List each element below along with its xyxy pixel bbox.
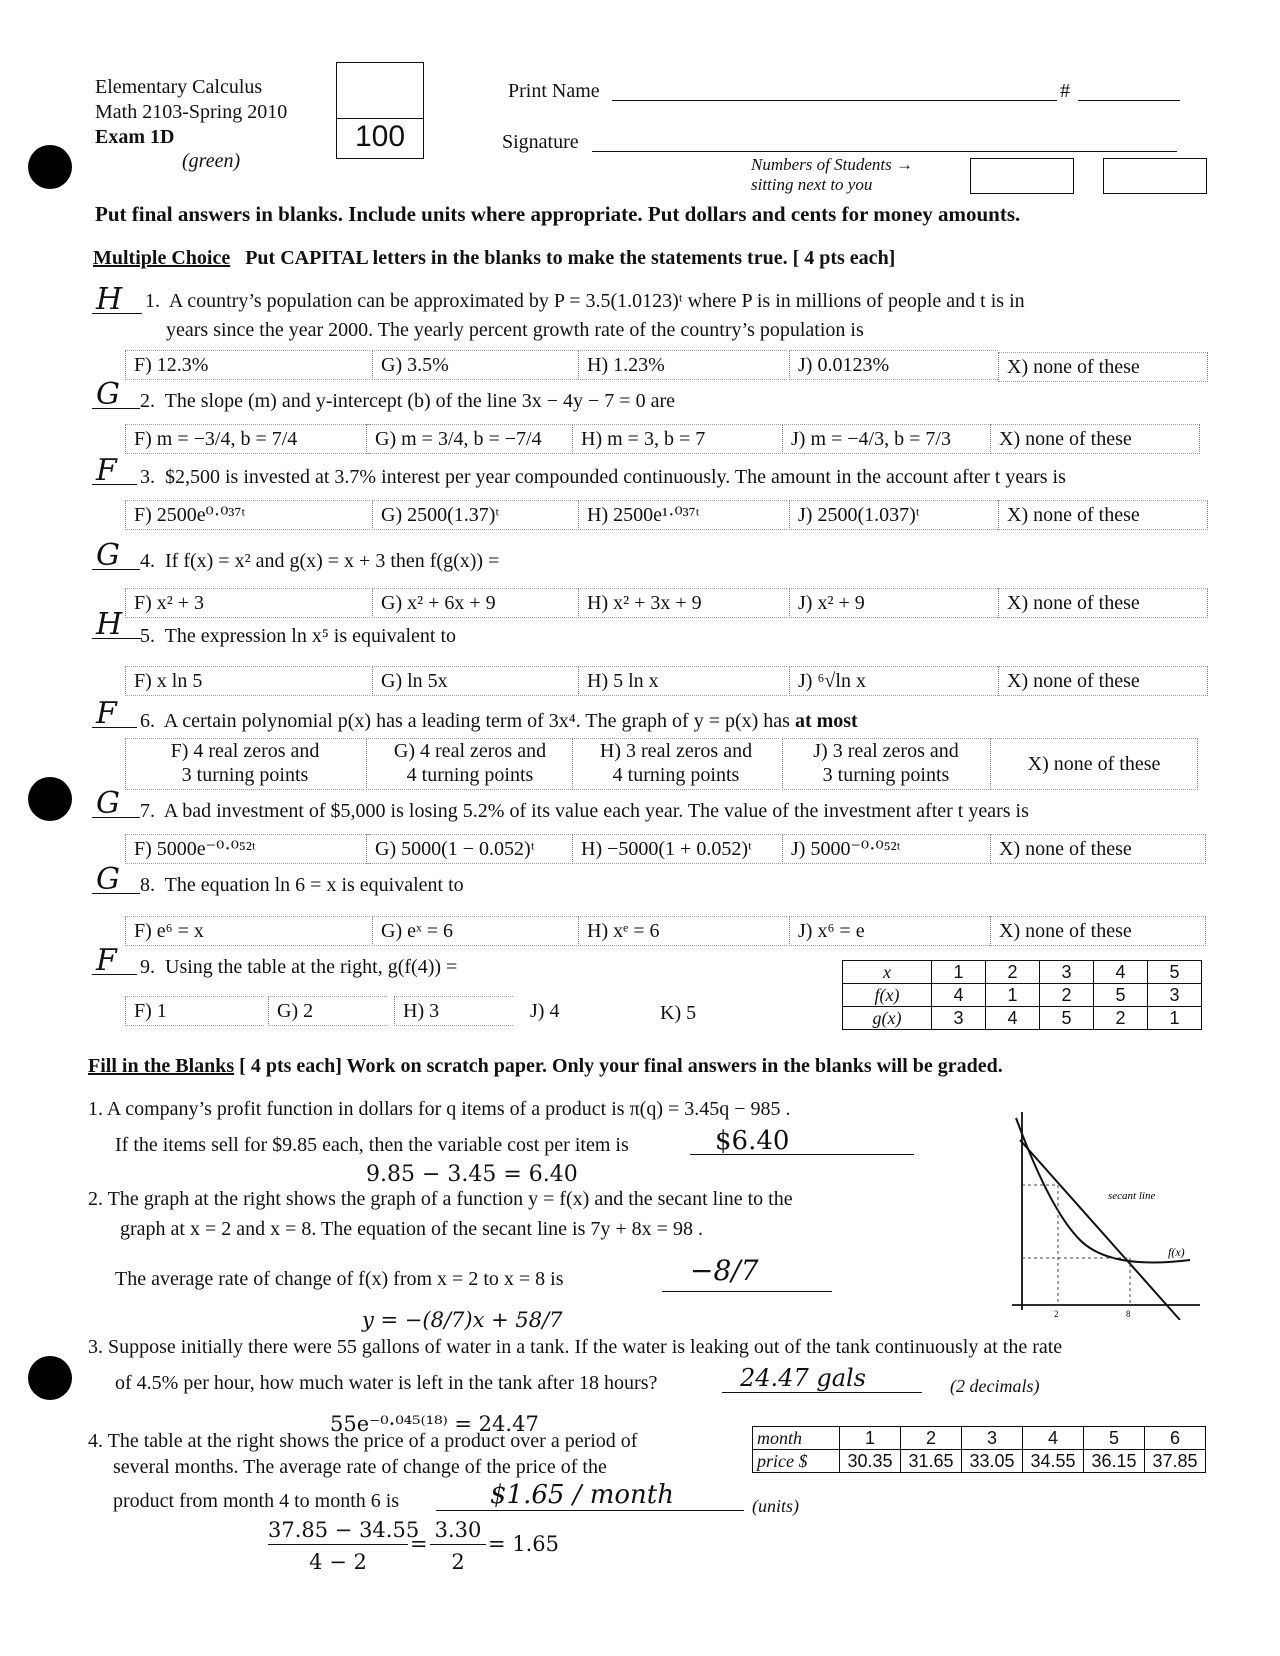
mc-heading-row — [93, 247, 895, 270]
option-9-K: K) 5 — [660, 1002, 697, 1024]
question-1-continued: years since the year 2000. The yearly percent growth rate of the country’s population is — [166, 319, 864, 341]
table-cell: 2 — [901, 1427, 962, 1450]
fib-question-3: 3. Suppose initially there were 55 gallons of water in a tank. If the water is leaking out of the tank continuously at the rate — [88, 1336, 1063, 1358]
table-row — [843, 984, 1202, 1007]
option-1-H: H) 1.23% — [578, 350, 787, 380]
table-row — [843, 961, 1202, 984]
table-cell: 30.35 — [840, 1450, 901, 1473]
table-cell: 4 — [1023, 1427, 1084, 1450]
fib-note-4: (units) — [752, 1496, 799, 1516]
fib-question-4: 4. The table at the right shows the price of a product over a period of — [88, 1430, 638, 1452]
question-number: 1. — [145, 290, 160, 312]
instructions: Put final answers in blanks. Include units where appropriate. Put dollars and cents for money amounts. — [95, 202, 1021, 226]
option-4-H: H) x² + 3x + 9 — [578, 588, 787, 618]
student-number-label: # — [1060, 80, 1070, 102]
fib-answer-3: 24.47 gals — [740, 1364, 866, 1392]
fib-subheading: [ 4 pts each] Work on scratch paper. Only your final answers in the blanks will be graded. — [239, 1055, 1003, 1077]
score-value: 100 — [354, 120, 406, 153]
option-9-G: G) 2 — [268, 996, 387, 1026]
option-2-F: F) m = −3/4, b = 7/4 — [125, 424, 370, 454]
score-box — [336, 62, 424, 159]
question-7 — [140, 800, 1029, 823]
fib-heading-row — [88, 1055, 1003, 1078]
question-text: The equation ln 6 = x is equivalent to — [164, 874, 464, 896]
option-5-J: J) ⁶√ln x — [789, 666, 998, 696]
signature-label: Signature — [502, 131, 579, 153]
option-9-J: J) 4 — [530, 1000, 560, 1022]
secant-graph — [1010, 1110, 1200, 1320]
question-text: If f(x) = x² and g(x) = x + 3 then f(g(x)) = — [165, 550, 500, 572]
option-9-H: H) 3 — [394, 996, 513, 1026]
table-cell: price $ — [753, 1450, 840, 1473]
table-row — [753, 1427, 1206, 1450]
table-cell: 5 — [1148, 961, 1202, 984]
tick-8: 8 — [1126, 1309, 1131, 1319]
question-text: $2,500 is invested at 3.7% interest per year compounded continuously. The amount in the account after t years is — [165, 466, 1066, 488]
option-line: X) none of these — [1027, 753, 1161, 775]
table-cell: 1 — [840, 1427, 901, 1450]
table-cell: 34.55 — [1023, 1450, 1084, 1473]
question-3 — [140, 466, 1066, 489]
option-7-F: F) 5000e⁻⁰·⁰⁵²ᵗ — [125, 834, 370, 864]
question-text: A certain polynomial p(x) has a leading term of 3x⁴. The graph of y = p(x) has — [163, 710, 790, 732]
table-cell: 4 — [932, 984, 986, 1007]
option-8-J: J) x⁶ = e — [789, 916, 998, 946]
fib-note-3: (2 decimals) — [950, 1376, 1040, 1396]
option-6-J — [782, 738, 989, 790]
option-3-H: H) 2500e¹·⁰³⁷ᵗ — [578, 500, 787, 530]
table-cell: 1 — [1148, 1007, 1202, 1030]
question-1 — [145, 290, 1025, 313]
option-line: 3 turning points — [181, 764, 309, 786]
option-line: 4 turning points — [612, 764, 740, 786]
answer-q4: G — [96, 538, 120, 573]
signature-field[interactable] — [592, 151, 1177, 152]
option-2-X: X) none of these — [990, 424, 1200, 454]
mc-heading: Multiple Choice — [93, 247, 231, 269]
table-cell: 3 — [932, 1007, 986, 1030]
question-number: 3. — [140, 466, 155, 488]
option-8-H: H) xᵉ = 6 — [578, 916, 787, 946]
question-text: The slope (m) and y-intercept (b) of the line 3x − 4y − 7 = 0 are — [164, 390, 675, 412]
option-8-X: X) none of these — [990, 916, 1206, 946]
f-label: f(x) — [1168, 1245, 1185, 1259]
table-row — [843, 1007, 1202, 1030]
table-cell: 33.05 — [962, 1450, 1023, 1473]
fib-work-3: 55e⁻⁰·⁰⁴⁵⁽¹⁸⁾ = 24.47 — [330, 1412, 539, 1436]
table-cell: 5 — [1084, 1427, 1145, 1450]
option-3-F: F) 2500e⁰·⁰³⁷ᵗ — [125, 500, 370, 530]
table-cell: g(x) — [843, 1007, 932, 1030]
fib-answer-4: $1.65 / month — [490, 1480, 674, 1510]
work-mid-denominator: 2 — [451, 1550, 465, 1574]
option-5-F: F) x ln 5 — [125, 666, 370, 696]
question-4 — [140, 550, 499, 573]
option-line: 4 turning points — [406, 764, 534, 786]
fib-answer-2: −8/7 — [690, 1254, 759, 1287]
punch-hole — [28, 145, 72, 189]
question-text: The expression ln x⁵ is equivalent to — [164, 625, 456, 647]
option-5-X: X) none of these — [998, 666, 1208, 696]
answer-q2: G — [96, 377, 120, 412]
fib-question-1: 1. A company’s profit function in dollars for q items of a product is π(q) = 3.45q − 985 . — [88, 1098, 791, 1120]
neighbors-label-line: Numbers of Students → — [751, 155, 913, 174]
fib-question-2: 2. The graph at the right shows the graph of a function y = f(x) and the secant line to the — [88, 1188, 793, 1210]
table-cell: x — [843, 961, 932, 984]
option-4-J: J) x² + 9 — [789, 588, 998, 618]
question-5 — [140, 625, 456, 648]
f-curve — [1016, 1118, 1190, 1263]
option-3-G: G) 2500(1.37)ᵗ — [372, 500, 577, 530]
fg-table — [842, 960, 1202, 1030]
table-cell: 5 — [1094, 984, 1148, 1007]
answer-q1: H — [96, 282, 123, 317]
option-6-G — [366, 738, 573, 790]
table-cell: 4 — [986, 1007, 1040, 1030]
table-cell: f(x) — [843, 984, 932, 1007]
option-line: H) 3 real zeros and — [599, 740, 753, 762]
secant-line — [1020, 1140, 1180, 1320]
fib-work-2: y = −(8/7)x + 58/7 — [362, 1308, 563, 1332]
question-emphasis: at most — [794, 710, 858, 732]
work-equals: = — [410, 1532, 428, 1556]
question-6 — [140, 710, 858, 733]
option-5-H: H) 5 ln x — [578, 666, 787, 696]
fib-question-1-line2: If the items sell for $9.85 each, then the variable cost per item is — [115, 1134, 629, 1156]
option-9-F: F) 1 — [125, 996, 264, 1026]
fib-question-3-line2: of 4.5% per hour, how much water is left in the tank after 18 hours? — [115, 1372, 658, 1394]
question-text: A country’s population can be approximated by P = 3.5(1.0123)ᵗ where P is in millions of people and t is in — [168, 290, 1025, 312]
option-3-J: J) 2500(1.037)ᵗ — [789, 500, 998, 530]
answer-q9: F — [96, 943, 117, 978]
option-4-X: X) none of these — [998, 588, 1208, 618]
question-number: 5. — [140, 625, 155, 647]
fib-question-2-line2: graph at x = 2 and x = 8. The equation of the secant line is 7y + 8x = 98 . — [120, 1218, 703, 1240]
question-text: A bad investment of $5,000 is losing 5.2% of its value each year. The value of the investment after t years is — [163, 800, 1029, 822]
question-8 — [140, 874, 464, 897]
work-mid-numerator: 3.30 — [430, 1518, 486, 1545]
option-7-J: J) 5000⁻⁰·⁰⁵²ᵗ — [782, 834, 991, 864]
option-6-X — [990, 738, 1198, 790]
table-cell: 2 — [986, 961, 1040, 984]
fib-answer-3-line — [722, 1392, 922, 1393]
option-1-G: G) 3.5% — [372, 350, 577, 380]
table-cell: 3 — [1148, 984, 1202, 1007]
option-1-F: F) 12.3% — [125, 350, 370, 380]
answer-q5: H — [96, 607, 123, 642]
secant-label: secant line — [1108, 1190, 1156, 1202]
fib-question-4-line3: product from month 4 to month 6 is — [113, 1490, 400, 1512]
option-5-G: G) ln 5x — [372, 666, 577, 696]
table-cell: 5 — [1040, 1007, 1094, 1030]
fib-work-1: 9.85 − 3.45 = 6.40 — [366, 1162, 578, 1187]
table-cell: 31.65 — [901, 1450, 962, 1473]
question-number: 8. — [140, 874, 155, 896]
fib-answer-2-line — [662, 1291, 832, 1292]
option-2-G: G) m = 3/4, b = −7/4 — [366, 424, 575, 454]
course-title: Elementary Calculus — [95, 76, 263, 98]
option-2-H: H) m = 3, b = 7 — [572, 424, 781, 454]
table-cell: 36.15 — [1084, 1450, 1145, 1473]
work-denominator: 4 − 2 — [309, 1550, 367, 1574]
option-line: J) 3 real zeros and — [813, 740, 959, 762]
option-7-H: H) −5000(1 + 0.052)ᵗ — [572, 834, 787, 864]
punch-hole — [28, 1356, 72, 1400]
question-number: 2. — [140, 390, 155, 412]
course-term: Math 2103-Spring 2010 — [95, 101, 288, 123]
question-number: 4. — [140, 550, 155, 572]
answer-q7: G — [96, 786, 120, 821]
neighbor-box-left[interactable] — [970, 158, 1074, 194]
fib-heading: Fill in the Blanks — [88, 1055, 235, 1077]
option-8-F: F) e⁶ = x — [125, 916, 370, 946]
question-9 — [140, 956, 457, 979]
option-1-J: J) 0.0123% — [789, 350, 998, 380]
price-table — [752, 1426, 1206, 1473]
print-name-field[interactable] — [612, 100, 1057, 101]
option-6-H — [572, 738, 779, 790]
table-cell: 3 — [962, 1427, 1023, 1450]
fib-answer-4-line — [436, 1510, 744, 1511]
print-name-label: Print Name — [508, 80, 600, 102]
table-row — [753, 1450, 1206, 1473]
fib-question-4-line2: several months. The average rate of change of the price of the — [113, 1456, 607, 1478]
answer-q8: G — [96, 862, 120, 897]
table-cell: 6 — [1145, 1427, 1206, 1450]
question-number: 7. — [140, 800, 155, 822]
question-number: 9. — [140, 956, 155, 978]
table-cell: 1 — [986, 984, 1040, 1007]
option-line: 3 turning points — [822, 764, 950, 786]
option-1-X: X) none of these — [998, 352, 1208, 382]
neighbors-label — [751, 155, 913, 195]
answer-q6: F — [96, 696, 117, 731]
option-7-G: G) 5000(1 − 0.052)ᵗ — [366, 834, 571, 864]
fib-question-2-line3: The average rate of change of f(x) from x = 2 to x = 8 is — [115, 1268, 564, 1290]
punch-hole — [28, 777, 72, 821]
option-8-G: G) eˣ = 6 — [372, 916, 577, 946]
table-cell: month — [753, 1427, 840, 1450]
option-4-G: G) x² + 6x + 9 — [372, 588, 577, 618]
option-2-J: J) m = −4/3, b = 7/3 — [782, 424, 991, 454]
work-numerator: 37.85 − 34.55 — [268, 1518, 408, 1545]
table-cell: 1 — [932, 961, 986, 984]
exam-color: (green) — [182, 150, 241, 172]
option-4-F: F) x² + 3 — [125, 588, 370, 618]
table-cell: 2 — [1040, 984, 1094, 1007]
answer-q3: F — [96, 453, 117, 488]
option-3-X: X) none of these — [998, 500, 1208, 530]
option-6-F — [125, 738, 364, 790]
fib-answer-1: $6.40 — [715, 1126, 790, 1156]
question-text: Using the table at the right, g(f(4)) = — [165, 956, 458, 978]
table-cell: 37.85 — [1145, 1450, 1206, 1473]
table-cell: 4 — [1094, 961, 1148, 984]
option-line: G) 4 real zeros and — [393, 740, 547, 762]
question-2 — [140, 390, 675, 413]
question-number: 6. — [140, 710, 155, 732]
table-cell: 3 — [1040, 961, 1094, 984]
neighbor-box-right[interactable] — [1103, 158, 1207, 194]
option-7-X: X) none of these — [990, 834, 1206, 864]
student-number-field[interactable] — [1078, 100, 1180, 101]
option-line: F) 4 real zeros and — [170, 740, 320, 762]
tick-2: 2 — [1054, 1309, 1059, 1319]
mc-subheading: Put CAPITAL letters in the blanks to make the statements true. [ 4 pts each] — [245, 247, 896, 269]
table-cell: 2 — [1094, 1007, 1148, 1030]
work-result: = 1.65 — [488, 1532, 560, 1556]
neighbors-label-line: sitting next to you — [751, 175, 873, 194]
exam-label: Exam 1D — [95, 126, 175, 148]
